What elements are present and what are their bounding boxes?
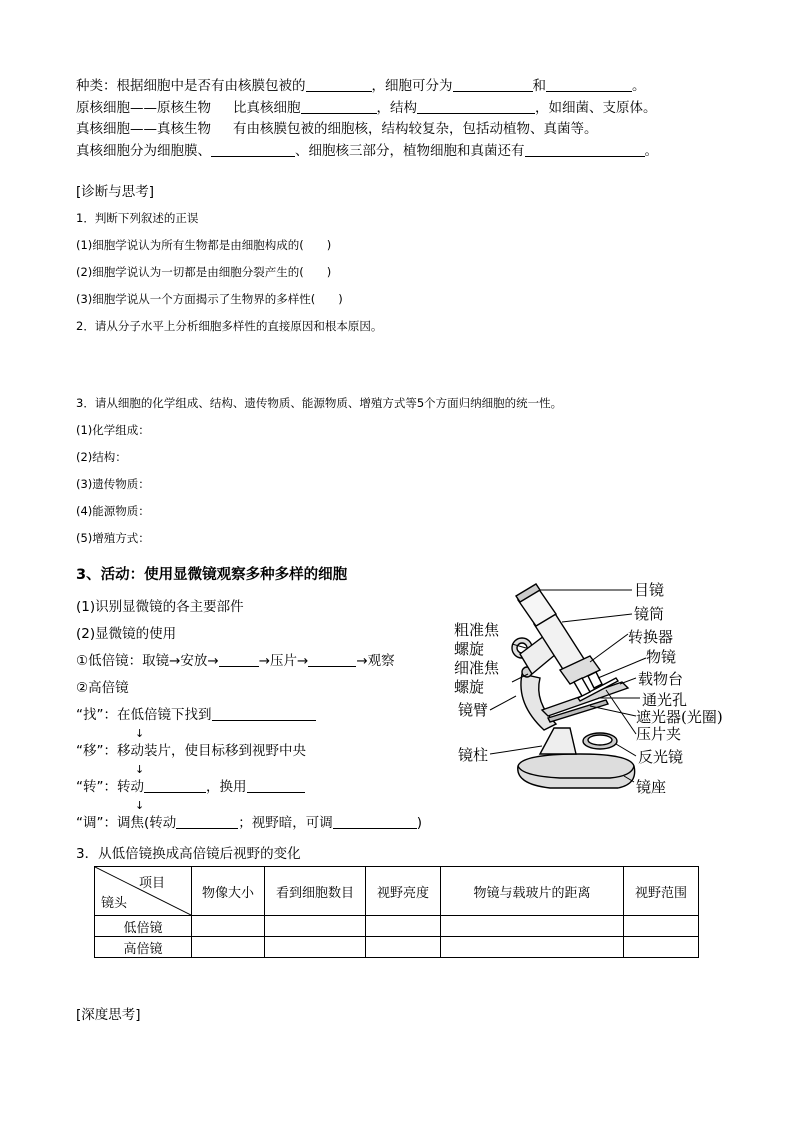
diagnosis-heading: [诊断与思考] [76, 184, 155, 200]
low-power-line [76, 652, 395, 670]
diagnosis-q3-5: (5)增殖方式： [76, 531, 150, 545]
label-light-hole: 通光孔 [642, 691, 688, 709]
activity-step-1: (1)识别显微镜的各主要部件 [76, 599, 244, 615]
diagnosis-q3-3: (3)遗传物质： [76, 477, 150, 491]
label-eyepiece: 目镜 [634, 581, 665, 599]
label-coarse-1: 粗准焦 [454, 621, 500, 639]
corner-top-label: 项目 [138, 876, 165, 891]
blank [176, 814, 238, 829]
corner-bottom-label: 镜头 [101, 896, 128, 911]
diagnosis-q2: 2．请从分子水平上分析细胞多样性的直接原因和根本原因。 [76, 319, 383, 333]
activity-step-2: (2)显微镜的使用 [76, 626, 177, 642]
diagnosis-q3-1: (1)化学组成： [76, 423, 150, 437]
label-diaphragm: 遮光器(光圈) [636, 708, 723, 726]
diagnosis-q3: 3．请从细胞的化学组成、结构、遗传物质、能源物质、增殖方式等5个方面归纳细胞的统一性。 [76, 396, 563, 410]
blank [333, 814, 417, 829]
label-mirror: 反光镜 [638, 748, 684, 766]
blank [525, 142, 645, 157]
text: ；视野暗，可调 [238, 815, 333, 831]
text: 和 [532, 78, 546, 94]
label-fine-2: 螺旋 [454, 678, 485, 696]
table-cell [441, 916, 624, 937]
text: ，换用 [206, 779, 247, 795]
table-header: 视野范围 [624, 867, 699, 916]
diagnosis-q3-2: (2)结构： [76, 450, 127, 464]
text: 真核细胞分为细胞膜、 [76, 143, 211, 159]
text: 。 [644, 143, 658, 159]
types-line-2 [76, 99, 657, 117]
text: 原核细胞——原核生物 [76, 100, 211, 116]
text: 比真核细胞 [233, 100, 301, 116]
label-fine-1: 细准焦 [454, 659, 500, 677]
text: ，结构 [376, 100, 417, 116]
microscope-diagram [430, 578, 730, 798]
types-line-3 [76, 120, 598, 138]
label-base: 镜座 [636, 778, 667, 796]
table-cell [265, 916, 366, 937]
row-label: 高倍镜 [95, 937, 192, 958]
text: “转”：转动 [76, 779, 144, 795]
deep-heading: [深度思考] [76, 1007, 141, 1023]
text: ，细胞可分为 [371, 78, 453, 94]
blank [211, 142, 295, 157]
table-row [95, 916, 699, 937]
diagnosis-q1: 1．判断下列叙述的正误 [76, 211, 199, 225]
table-cell [192, 916, 265, 937]
label-converter: 转换器 [628, 628, 674, 646]
diagnosis-q1-3: (3)细胞学说从一个方面揭示了生物界的多样性( ) [76, 292, 343, 306]
diagnosis-q1-1: (1)细胞学说认为所有生物都是由细胞构成的( ) [76, 238, 332, 252]
label-tube: 镜筒 [634, 605, 665, 623]
find-line [76, 706, 316, 724]
text: 有由核膜包被的细胞核，结构较复杂，包括动植物、真菌等。 [233, 121, 598, 137]
observation-table [94, 866, 699, 958]
text: 。 [632, 78, 646, 94]
activity-title: 3、活动：使用显微镜观察多种多样的细胞 [76, 567, 348, 583]
text: →观察 [356, 653, 395, 669]
label-pillar: 镜柱 [458, 746, 489, 764]
down-arrow-icon: ↓ [135, 727, 145, 740]
diagnosis-q1-2: (2)细胞学说认为一切都是由细胞分裂产生的( ) [76, 265, 332, 279]
types-line-4 [76, 142, 658, 160]
blank [301, 99, 377, 114]
text: ①低倍镜：取镜→安放→ [76, 653, 219, 669]
table-cell [192, 937, 265, 958]
blank [219, 652, 259, 667]
activity-q3: 3．从低倍镜换成高倍镜后视野的变化 [76, 846, 301, 862]
table-header: 物镜与载玻片的距离 [441, 867, 624, 916]
text: →压片→ [258, 653, 309, 669]
label-stage: 载物台 [638, 670, 684, 688]
table-cell [366, 937, 441, 958]
row-label: 低倍镜 [95, 916, 192, 937]
text: “找”：在低倍镜下找到 [76, 707, 212, 723]
blank [417, 99, 535, 114]
table-header: 物像大小 [192, 867, 265, 916]
table-row [95, 937, 699, 958]
adjust-line [76, 814, 422, 832]
table-header: 看到细胞数目 [265, 867, 366, 916]
diagnosis-q3-4: (4)能源物质： [76, 504, 150, 518]
table-cell [265, 937, 366, 958]
label-objective: 物镜 [646, 648, 677, 666]
turn-line [76, 778, 305, 796]
text: ，如细菌、支原体。 [535, 100, 657, 116]
types-line-1 [76, 77, 646, 95]
table-header: 视野亮度 [366, 867, 441, 916]
text: 真核细胞——真核生物 [76, 121, 211, 137]
label-arm: 镜臂 [458, 701, 489, 719]
blank [247, 778, 305, 793]
label-clip: 压片夹 [636, 725, 682, 743]
blank [546, 77, 632, 92]
label-coarse-2: 螺旋 [454, 640, 485, 658]
table-cell [441, 937, 624, 958]
table-cell [624, 916, 699, 937]
blank [144, 778, 206, 793]
text: “调”：调焦(转动 [76, 815, 177, 831]
microscope-drawing [512, 584, 635, 788]
high-power-line: ②高倍镜 [76, 680, 129, 696]
down-arrow-icon: ↓ [135, 763, 145, 776]
table-corner-cell [95, 867, 192, 916]
blank [306, 77, 372, 92]
table-cell [624, 937, 699, 958]
blank [453, 77, 533, 92]
text: 种类：根据细胞中是否有由核膜包被的 [76, 78, 306, 94]
blank [308, 652, 356, 667]
table-cell [366, 916, 441, 937]
move-line: “移”：移动装片，使目标移到视野中央 [76, 743, 306, 759]
text: 、细胞核三部分，植物细胞和真菌还有 [295, 143, 525, 159]
blank [212, 706, 316, 721]
table-header-row [95, 867, 699, 916]
text: ) [416, 815, 423, 831]
down-arrow-icon: ↓ [135, 799, 145, 812]
